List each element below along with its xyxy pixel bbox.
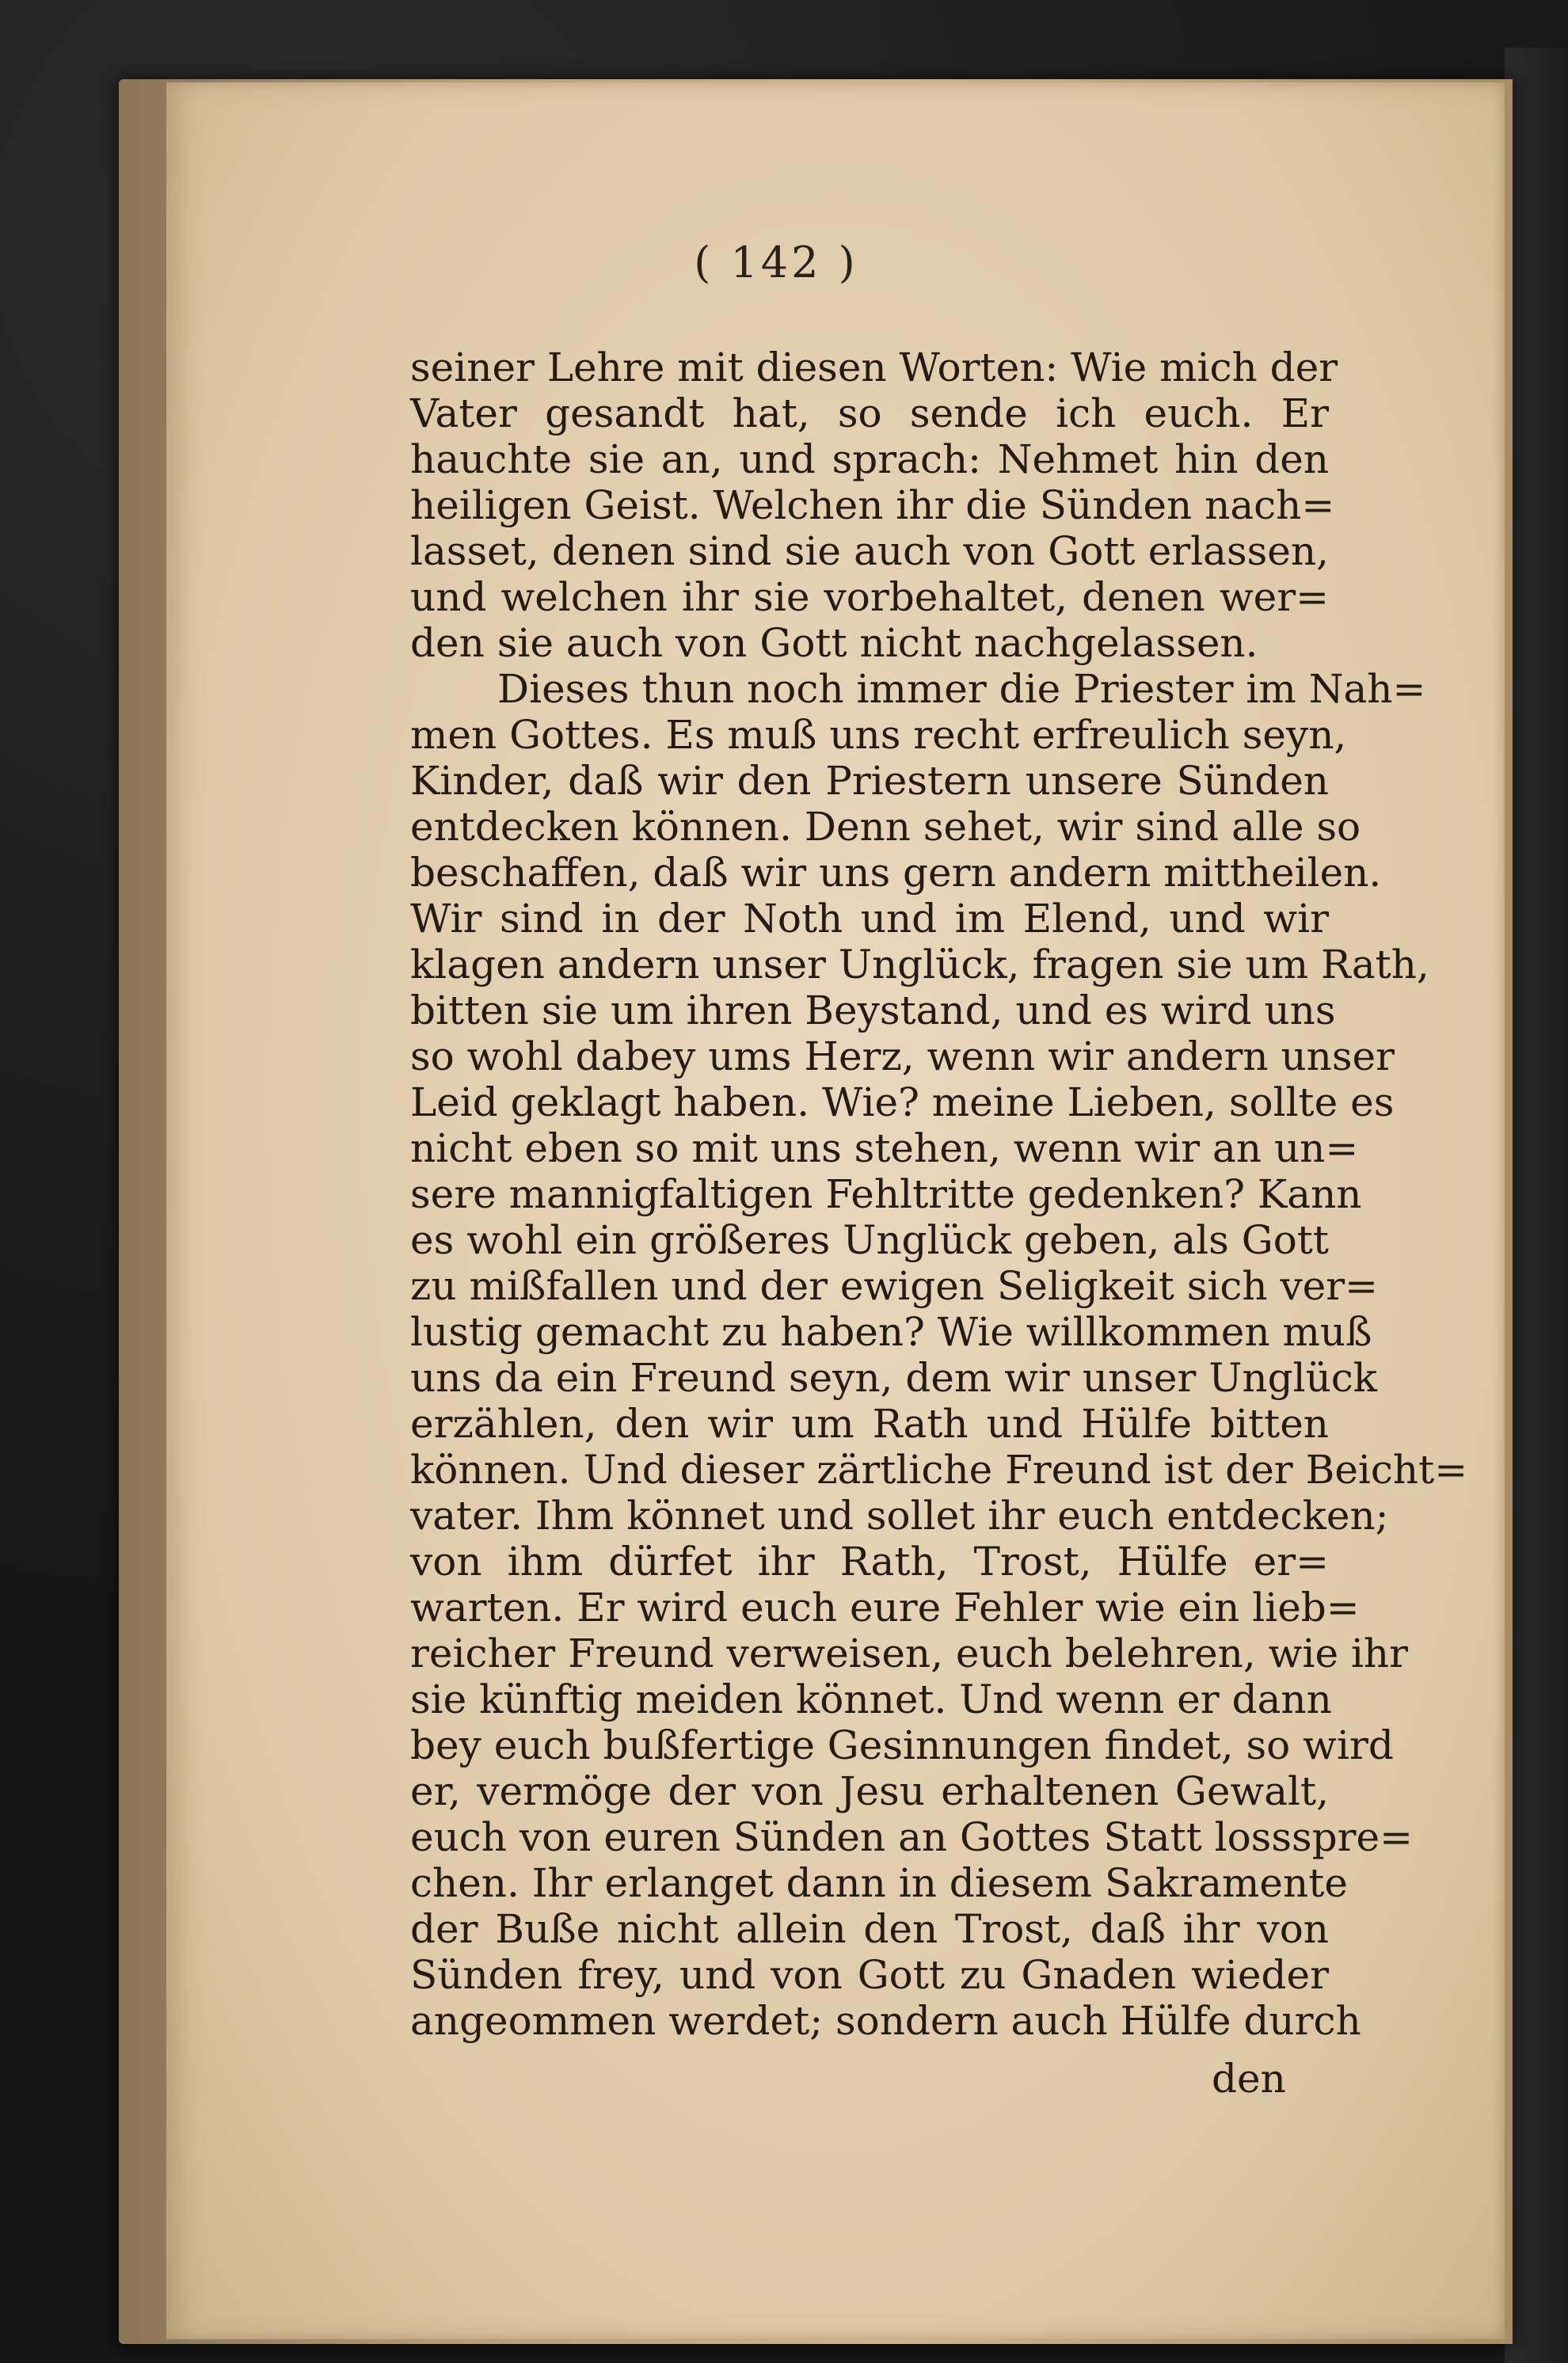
text-line: Wir sind in der Noth und im Elend, und wir: [410, 896, 1329, 942]
text-line: zu mißfallen und der ewigen Seligkeit sich ver=: [410, 1263, 1379, 1309]
text-line: lustig gemacht zu haben? Wie willkommen muß: [410, 1309, 1372, 1355]
text-line: klagen andern unser Unglück, fragen sie um Rath,: [410, 942, 1429, 987]
catchword: den: [1212, 2056, 1286, 2102]
text-line: euch von euren Sünden an Gottes Statt lossspre=: [410, 1814, 1414, 1860]
text-line: bitten sie um ihren Beystand, und es wird uns: [410, 987, 1336, 1033]
text-line: vater. Ihm könnet und sollet ihr euch entdecken;: [410, 1493, 1389, 1539]
text-line: chen. Ihr erlanget dann in diesem Sakramente: [410, 1860, 1348, 1906]
page-body-text: [410, 344, 1468, 2044]
text-line: hauchte sie an, und sprach: Nehmet hin den: [410, 436, 1329, 482]
text-line: können. Und dieser zärtliche Freund ist der Beicht=: [410, 1447, 1468, 1493]
book-cover-edge: [1505, 48, 1568, 2363]
text-line: der Buße nicht allein den Trost, daß ihr von: [410, 1906, 1329, 1952]
text-line: lasset, denen sind sie auch von Gott erlassen,: [410, 528, 1329, 574]
text-line: Kinder, daß wir den Priestern unsere Sünden: [410, 758, 1329, 804]
page-number-header: ( 142 ): [694, 238, 858, 287]
text-line: warten. Er wird euch eure Fehler wie ein lieb=: [410, 1585, 1360, 1631]
text-line: Vater gesandt hat, so sende ich euch. Er: [410, 390, 1329, 436]
text-line: Dieses thun noch immer die Priester im Nah=: [497, 666, 1426, 712]
text-line: den sie auch von Gott nicht nachgelassen.: [410, 620, 1258, 666]
text-line: heiligen Geist. Welchen ihr die Sünden nach=: [410, 482, 1335, 528]
text-line: entdecken können. Denn sehet, wir sind alle so: [410, 804, 1361, 850]
text-line: erzählen, den wir um Rath und Hülfe bitten: [410, 1401, 1329, 1447]
text-line: beschaffen, daß wir uns gern andern mittheilen.: [410, 850, 1382, 896]
text-line: so wohl dabey ums Herz, wenn wir andern unser: [410, 1033, 1395, 1079]
text-line: uns da ein Freund seyn, dem wir unser Unglück: [410, 1355, 1378, 1401]
text-line: seiner Lehre mit diesen Worten: Wie mich der: [410, 344, 1338, 390]
text-line: Sünden frey, und von Gott zu Gnaden wieder: [410, 1952, 1329, 1998]
text-line: Leid geklagt haben. Wie? meine Lieben, sollte es: [410, 1079, 1395, 1125]
text-line: reicher Freund verweisen, euch belehren, wie ihr: [410, 1631, 1409, 1676]
text-line: von ihm dürfet ihr Rath, Trost, Hülfe er=: [410, 1539, 1329, 1585]
text-line: er, vermöge der von Jesu erhaltenen Gewalt,: [410, 1768, 1329, 1814]
text-line: sere mannigfaltigen Fehltritte gedenken? Kann: [410, 1171, 1362, 1217]
text-line: es wohl ein größeres Unglück geben, als Gott: [410, 1217, 1329, 1263]
text-line: men Gottes. Es muß uns recht erfreulich seyn,: [410, 712, 1347, 758]
text-line: bey euch bußfertige Gesinnungen findet, so wird: [410, 1722, 1394, 1768]
text-line: angeommen werdet; sondern auch Hülfe durch: [410, 1998, 1361, 2044]
text-line: sie künftig meiden könnet. Und wenn er dann: [410, 1676, 1332, 1722]
text-line: und welchen ihr sie vorbehaltet, denen wer=: [410, 574, 1329, 620]
text-line: nicht eben so mit uns stehen, wenn wir an un=: [410, 1125, 1359, 1171]
